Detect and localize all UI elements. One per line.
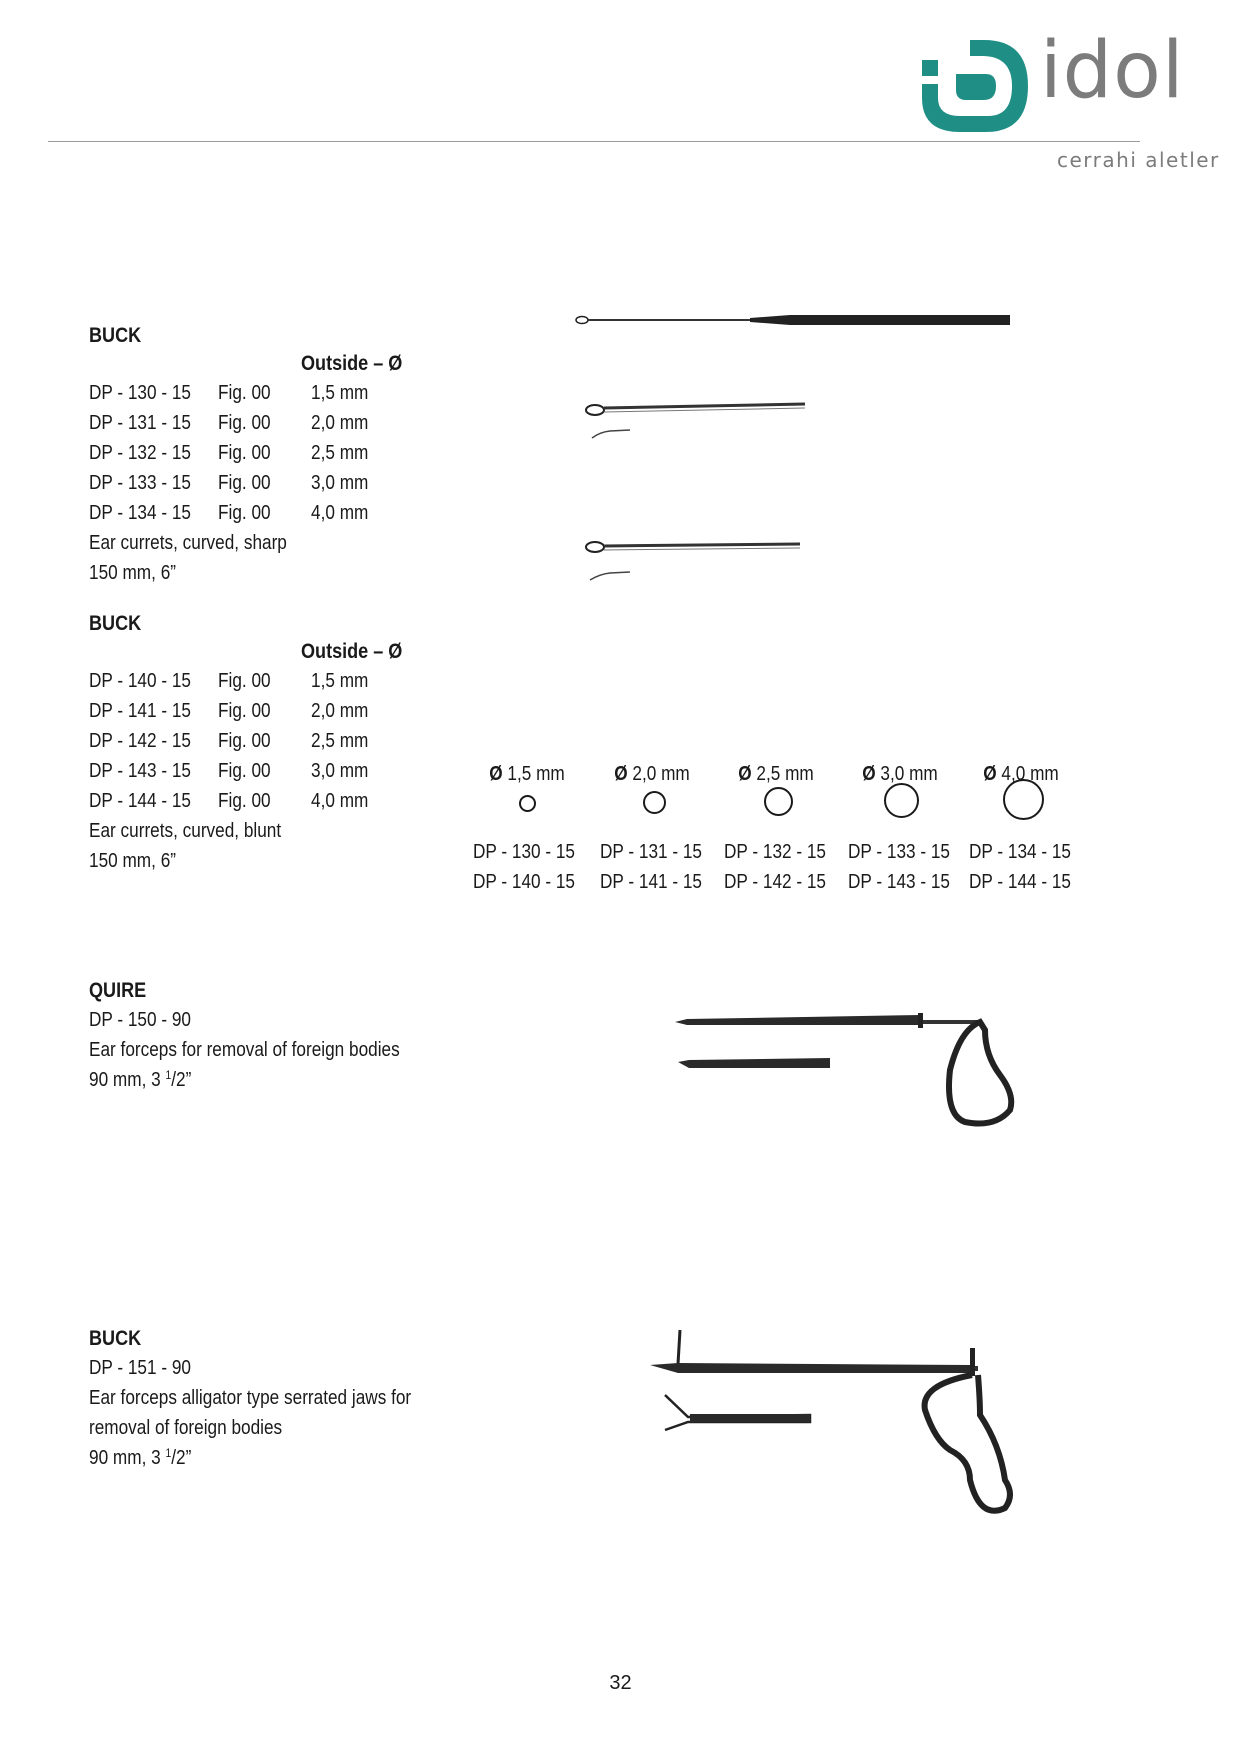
section-title: BUCK [89, 1327, 142, 1350]
logo-mark-icon [920, 22, 1040, 132]
gauge-code: DP - 141 - 15 [600, 871, 702, 893]
product-length [89, 1065, 191, 1095]
figure-ref: Fig. 00 [218, 730, 271, 752]
gauge-size: 3,0 mm [880, 763, 938, 785]
gauge-code: DP - 143 - 15 [848, 871, 950, 893]
gauge-code: DP - 131 - 15 [600, 841, 702, 863]
product-length: 150 mm, 6” [89, 562, 176, 584]
outside-diameter: 3,0 mm [311, 760, 369, 782]
diameter-symbol: Ø [862, 763, 876, 785]
gauge-circle-3-0 [884, 783, 919, 818]
outside-diameter: 2,0 mm [311, 412, 369, 434]
product-code: DP - 144 - 15 [89, 790, 191, 812]
product-code: DP - 143 - 15 [89, 760, 191, 782]
figure-ref: Fig. 00 [218, 502, 271, 524]
brand-tagline: cerrahi aletler [1057, 148, 1220, 172]
table-row [89, 378, 489, 408]
product-code: DP - 151 - 90 [89, 1357, 191, 1379]
outside-diameter: 3,0 mm [311, 472, 369, 494]
figure-ref: Fig. 00 [218, 760, 271, 782]
column-header: Outside – Ø [301, 352, 403, 375]
product-code: DP - 142 - 15 [89, 730, 191, 752]
gauge-code: DP - 144 - 15 [969, 871, 1071, 893]
section-title: BUCK [89, 324, 142, 347]
length-text: 90 mm, 3 [89, 1447, 166, 1469]
length-text: 90 mm, 3 [89, 1069, 166, 1091]
gauge-size: 4,0 mm [1001, 763, 1059, 785]
outside-diameter: 4,0 mm [311, 502, 369, 524]
fraction-numerator: 1 [165, 1068, 172, 1082]
product-length: 150 mm, 6” [89, 850, 176, 872]
table-row [89, 756, 489, 786]
product-description: Ear currets, curved, blunt [89, 820, 282, 842]
product-description: Ear forceps alligator type serrated jaws for [89, 1387, 412, 1409]
fraction-numerator: 1 [165, 1446, 172, 1460]
header-divider [48, 141, 1140, 142]
product-length [89, 1443, 191, 1473]
section-title: QUIRE [89, 979, 147, 1002]
gauge-code: DP - 142 - 15 [724, 871, 826, 893]
table-row [89, 408, 489, 438]
figure-ref: Fig. 00 [218, 700, 271, 722]
product-code: DP - 130 - 15 [89, 382, 191, 404]
table-row [89, 696, 489, 726]
alligator-forceps-illustration [650, 1330, 1030, 1530]
diameter-symbol: Ø [614, 763, 628, 785]
outside-diameter: 1,5 mm [311, 670, 369, 692]
brand-wordmark: idol [1040, 26, 1185, 116]
outside-diameter: 1,5 mm [311, 382, 369, 404]
gauge-size: 2,5 mm [756, 763, 814, 785]
product-code: DP - 141 - 15 [89, 700, 191, 722]
figure-ref: Fig. 00 [218, 670, 271, 692]
figure-ref: Fig. 00 [218, 790, 271, 812]
table-row [89, 726, 489, 756]
gauge-label [489, 759, 565, 789]
product-code: DP - 133 - 15 [89, 472, 191, 494]
fraction-denominator: /2” [171, 1447, 192, 1469]
diameter-symbol: Ø [738, 763, 752, 785]
curette-illustration [570, 300, 1020, 590]
product-code: DP - 150 - 90 [89, 1009, 191, 1031]
gauge-circle-1-5 [519, 795, 536, 812]
product-code: DP - 134 - 15 [89, 502, 191, 524]
gauge-label [738, 759, 814, 789]
table-row [89, 498, 489, 528]
gauge-size: 2,0 mm [632, 763, 690, 785]
gauge-circle-2-0 [643, 791, 666, 814]
section-title: BUCK [89, 612, 142, 635]
gauge-code: DP - 132 - 15 [724, 841, 826, 863]
gauge-code: DP - 140 - 15 [473, 871, 575, 893]
quire-forceps-illustration [675, 1010, 1035, 1130]
diameter-symbol: Ø [983, 763, 997, 785]
outside-diameter: 2,0 mm [311, 700, 369, 722]
product-description: Ear forceps for removal of foreign bodies [89, 1039, 400, 1061]
outside-diameter: 4,0 mm [311, 790, 369, 812]
table-row [89, 438, 489, 468]
product-code: DP - 131 - 15 [89, 412, 191, 434]
gauge-circle-2-5 [764, 787, 793, 816]
table-row [89, 786, 489, 816]
diameter-symbol: Ø [489, 763, 503, 785]
figure-ref: Fig. 00 [218, 472, 271, 494]
gauge-code: DP - 130 - 15 [473, 841, 575, 863]
product-description: removal of foreign bodies [89, 1417, 283, 1439]
product-description: Ear currets, curved, sharp [89, 532, 287, 554]
gauge-circle-4-0 [1003, 779, 1044, 820]
product-code: DP - 132 - 15 [89, 442, 191, 464]
table-row [89, 666, 489, 696]
outside-diameter: 2,5 mm [311, 442, 369, 464]
figure-ref: Fig. 00 [218, 442, 271, 464]
page-number: 32 [609, 1672, 632, 1694]
column-header: Outside – Ø [301, 640, 403, 663]
outside-diameter: 2,5 mm [311, 730, 369, 752]
gauge-size: 1,5 mm [507, 763, 565, 785]
gauge-label [614, 759, 690, 789]
figure-ref: Fig. 00 [218, 412, 271, 434]
table-row [89, 468, 489, 498]
gauge-code: DP - 134 - 15 [969, 841, 1071, 863]
gauge-code: DP - 133 - 15 [848, 841, 950, 863]
fraction-denominator: /2” [171, 1069, 192, 1091]
figure-ref: Fig. 00 [218, 382, 271, 404]
product-code: DP - 140 - 15 [89, 670, 191, 692]
